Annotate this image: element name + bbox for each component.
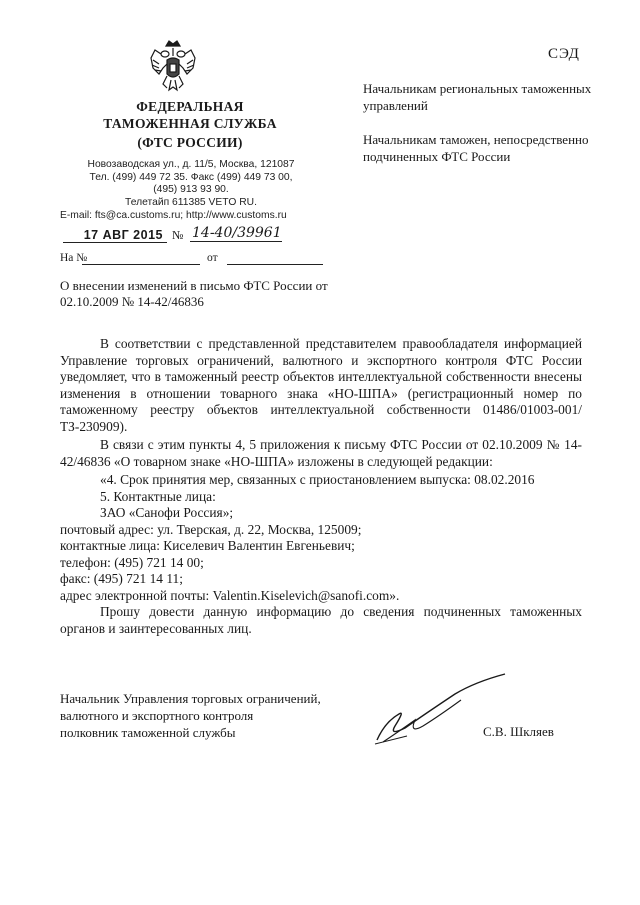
body-item-5: 5. Контактные лица: (100, 488, 216, 504)
reference-row (60, 252, 322, 268)
body-postal-address: почтовый адрес: ул. Тверская, д. 22, Москва, 125009; (60, 521, 362, 537)
body-item-4: «4. Срок принятия мер, связанных с приостановлением выпуска: 08.02.2016 (100, 472, 535, 487)
recipients (363, 80, 623, 182)
letter-body (60, 336, 582, 637)
body-contact-persons: контактные лица: Киселевич Валентин Евгеньевич; (60, 538, 355, 553)
signatory-name: С.В. Шкляев (483, 724, 554, 739)
organization-line-1: ФЕДЕРАЛЬНАЯ (136, 99, 244, 114)
recipient: Начальникам таможен, непосредственно подчиненных ФТС России (363, 132, 589, 164)
recipient: Начальникам региональных таможенных управлений (363, 81, 592, 113)
body-paragraph: В соответствии с представленной представителем правообладателя информацией Управление торговых ограничений, валютного и экспортного контроля ФТС России уведомляет, что в таможенный реестр объектов интеллектуальной собственности внесены изменения в отношении товарного знака «НО-ШПА» (регистрационный номер по таможенному реестру объектов интеллектуальной собственности 01486/01003-001/ТЗ-230909). (60, 336, 582, 434)
organization-line-2: ТАМОЖЕННАЯ СЛУЖБА (103, 116, 277, 131)
outgoing-number: 14-40/39961 (192, 225, 282, 241)
double-headed-eagle-emblem-icon (147, 38, 199, 94)
body-phone: телефон: (495) 721 14 00; (60, 554, 204, 570)
signatory-title-line: Начальник Управления торговых ограничений, (60, 691, 321, 706)
address-line: (495) 913 93 90. (153, 184, 229, 196)
body-fax: факс: (495) 721 14 11; (60, 571, 183, 586)
reference-number-blank (82, 264, 200, 265)
address-line: Телетайп 611385 VETO RU. (125, 197, 257, 209)
address-line: E-mail: fts@ca.customs.ru; http://www.customs.ru (60, 209, 287, 221)
organization-line-3: (ФТС РОССИИ) (137, 135, 243, 150)
letter-subject: О внесении изменений в письмо ФТС России от 02.10.2009 № 14-42/46836 (60, 278, 328, 309)
outgoing-date: 17 АВГ 2015 (63, 228, 167, 243)
signatory-title-line: валютного и экспортного контроля (60, 708, 254, 723)
body-paragraph: В связи с этим пункты 4, 5 приложения к письму ФТС России от 02.10.2009 № 14-42/46836 «О товарном знаке «НО-ШПА» изложены в следующей редакции: (60, 437, 582, 469)
reference-date-blank (227, 264, 323, 265)
body-company: ЗАО «Санофи Россия»; (100, 505, 234, 520)
organization-address (60, 159, 322, 223)
organization-name (68, 98, 312, 151)
body-paragraph: Прошу довести данную информацию до сведения подчиненных таможенных органов и заинтересованных лиц. (60, 604, 582, 636)
signatory-title (60, 690, 390, 741)
outgoing-registration (60, 225, 322, 246)
reference-number-label: На № (60, 252, 88, 264)
outgoing-number-label: № (172, 228, 184, 242)
reference-date-label: от (207, 252, 218, 264)
address-line: Новозаводская ул., д. 11/5, Москва, 121087 (87, 159, 295, 170)
address-line: Тел. (499) 449 72 35. Факс (499) 449 73 00, (89, 171, 293, 183)
document-system-mark: СЭД (548, 46, 580, 62)
body-email: адрес электронной почты: Valentin.Kiselevich@sanofi.com». (60, 587, 400, 603)
signatory-title-line: полковник таможенной службы (60, 725, 236, 740)
